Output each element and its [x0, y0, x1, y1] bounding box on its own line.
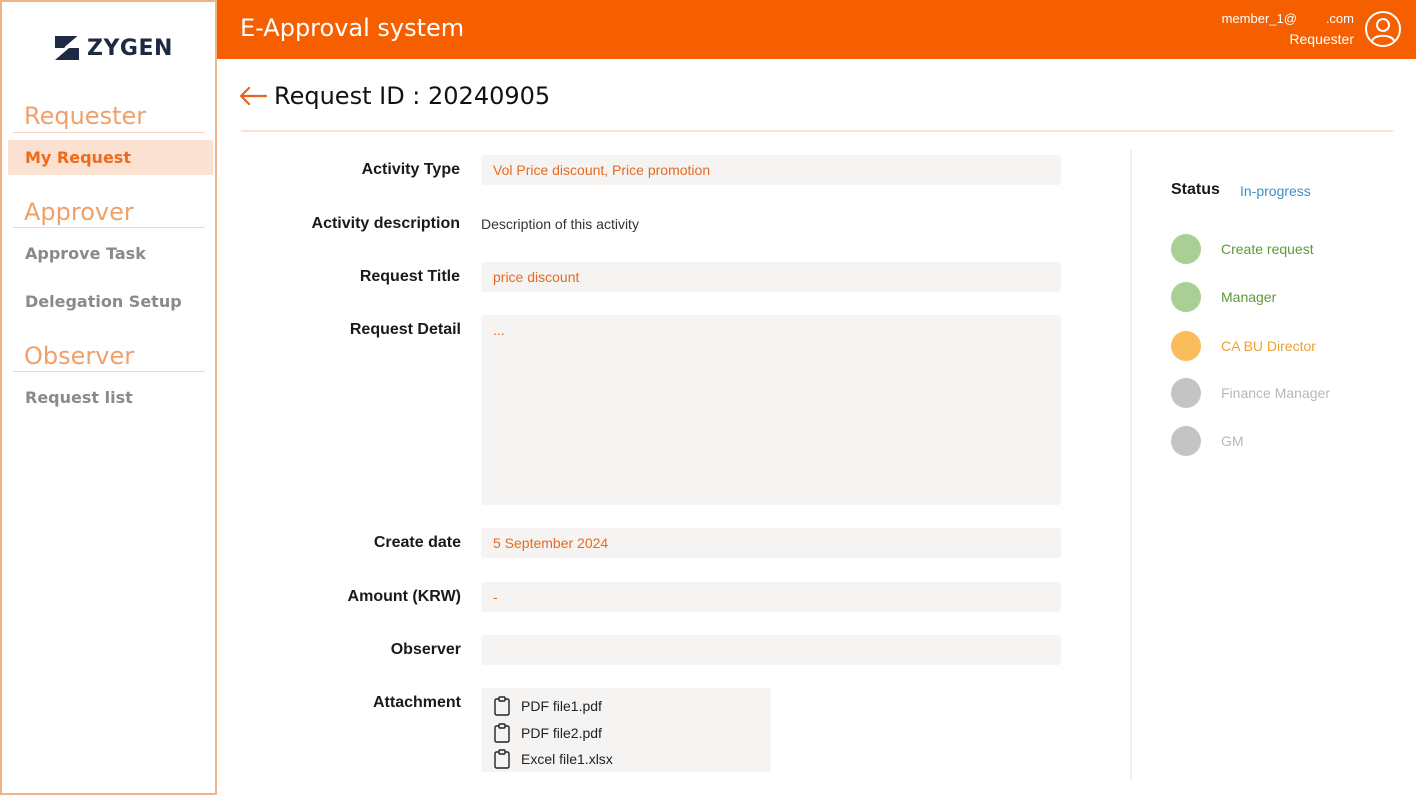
sidebar: [0, 0, 217, 795]
activity-description-value: Description of this activity: [481, 216, 639, 232]
clipboard-icon: [493, 723, 511, 743]
sidebar-item-my-request[interactable]: My Request: [25, 148, 131, 167]
status-step: [1171, 282, 1276, 312]
section-divider: [13, 227, 205, 228]
status-panel-divider: [1130, 150, 1132, 780]
status-step: [1171, 331, 1316, 361]
request-title-field[interactable]: price discount: [481, 262, 1061, 292]
section-divider: [13, 132, 205, 133]
label-create-date: Create date: [373, 534, 461, 551]
step-indicator-done: [1171, 234, 1201, 264]
user-avatar-icon[interactable]: [1364, 10, 1402, 48]
request-detail-textarea[interactable]: ...: [481, 315, 1061, 505]
status-value: In-progress: [1240, 183, 1311, 199]
attachment-file-name: PDF file2.pdf: [521, 725, 602, 741]
app-title: E-Approval system: [240, 14, 465, 42]
attachment-item[interactable]: [493, 696, 602, 716]
user-role: Requester: [1289, 31, 1354, 47]
top-header: [217, 0, 1416, 59]
zygen-logo-icon: [53, 34, 81, 62]
step-label: Finance Manager: [1221, 385, 1330, 401]
clipboard-icon: [493, 696, 511, 716]
attachment-file-name: Excel file1.xlsx: [521, 751, 613, 767]
user-email: member_1@ .com: [1221, 11, 1354, 26]
label-activity-type: Activity Type: [361, 161, 460, 178]
sidebar-item-request-list[interactable]: Request list: [25, 388, 133, 407]
activity-type-field[interactable]: Vol Price discount, Price promotion: [481, 155, 1061, 185]
section-heading-observer: Observer: [24, 342, 135, 370]
label-attachment: Attachment: [372, 694, 461, 711]
section-heading-approver: Approver: [24, 198, 134, 226]
attachment-item[interactable]: [493, 723, 602, 743]
step-label: Create request: [1221, 241, 1314, 257]
step-indicator-done: [1171, 282, 1201, 312]
label-request-title: Request Title: [359, 268, 460, 285]
label-request-detail: Request Detail: [349, 321, 461, 338]
step-label: Manager: [1221, 289, 1277, 305]
label-amount: Amount (KRW): [347, 588, 461, 605]
status-step: [1171, 234, 1314, 264]
sidebar-item-delegation-setup[interactable]: Delegation Setup: [25, 292, 182, 311]
status-label: Status: [1171, 181, 1220, 198]
step-indicator-pending: [1171, 426, 1201, 456]
amount-field[interactable]: -: [481, 582, 1061, 612]
observer-field[interactable]: [481, 635, 1061, 665]
label-activity-description: Activity description: [311, 215, 460, 232]
status-step: [1171, 426, 1244, 456]
logo: [53, 34, 173, 62]
section-divider: [13, 371, 205, 372]
step-indicator-pending: [1171, 378, 1201, 408]
attachment-item[interactable]: [493, 749, 613, 769]
attachment-list: [481, 688, 771, 772]
create-date-field[interactable]: 5 September 2024: [481, 528, 1061, 558]
page-title: Request ID : 20240905: [274, 82, 551, 110]
step-label: GM: [1221, 433, 1244, 449]
title-divider: [241, 130, 1393, 132]
status-step: [1171, 378, 1330, 408]
attachment-file-name: PDF file1.pdf: [521, 698, 602, 714]
sidebar-item-approve-task[interactable]: Approve Task: [25, 244, 146, 263]
label-observer: Observer: [390, 641, 461, 658]
back-arrow-icon[interactable]: [238, 85, 268, 107]
step-label: CA BU Director: [1221, 338, 1316, 354]
step-indicator-current: [1171, 331, 1201, 361]
logo-text: ZYGEN: [87, 35, 173, 61]
section-heading-requester: Requester: [24, 102, 147, 130]
clipboard-icon: [493, 749, 511, 769]
